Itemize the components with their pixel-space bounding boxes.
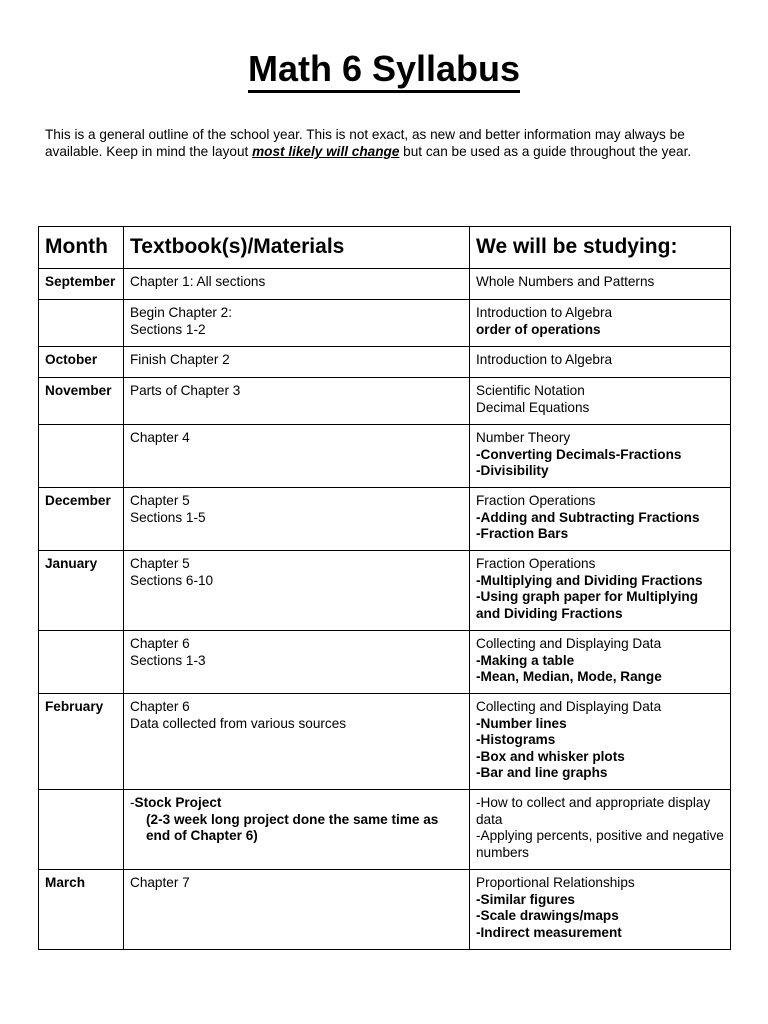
table-row [39, 269, 731, 300]
topic-line: Whole Numbers and Patterns [476, 274, 655, 289]
topic-cell [470, 631, 731, 694]
table-row [39, 488, 731, 551]
materials-cell [124, 790, 470, 870]
intro-emphasis: most likely will change [252, 144, 400, 159]
materials-line: Sections 6-10 [130, 572, 214, 588]
topic-detail: -Making a table [476, 652, 575, 668]
month-cell: October [39, 347, 124, 378]
page-title-text: Math 6 Syllabus [248, 48, 520, 93]
topic-line: Scientific Notation [476, 383, 585, 398]
topic-detail: -Bar and line graphs [476, 765, 608, 780]
materials-cell [124, 694, 470, 790]
table-row [39, 631, 731, 694]
topic-line: Introduction to Algebra [476, 352, 613, 367]
materials-line: Sections 1-3 [130, 652, 206, 668]
topic-detail: -Scale drawings/maps [476, 908, 619, 923]
month-cell: September [39, 269, 124, 300]
materials-line: Chapter 7 [130, 875, 190, 890]
materials-line: Chapter 1: All sections [130, 274, 266, 289]
header-studying: We will be studying: [470, 227, 731, 269]
table-row [39, 551, 731, 631]
month-cell: January [39, 551, 124, 631]
materials-line: Chapter 5 [130, 493, 190, 508]
table-row [39, 300, 731, 347]
topic-detail: -Indirect measurement [476, 924, 622, 940]
table-row [39, 425, 731, 488]
month-cell: December [39, 488, 124, 551]
topic-line: -Applying percents, positive and negative numbers [476, 828, 724, 860]
materials-line: Sections 1-5 [130, 509, 206, 525]
topic-detail: -Using graph paper for Multiplying and Dividing Fractions [476, 589, 699, 621]
topic-detail: -Similar figures [476, 891, 575, 907]
month-cell: February [39, 694, 124, 790]
topic-detail: -Mean, Median, Mode, Range [476, 669, 662, 684]
month-cell [39, 300, 124, 347]
materials-line: Sections 1-2 [130, 321, 206, 337]
stock-project-note: (2-3 week long project done the same time as end of Chapter 6) [146, 811, 439, 843]
materials-line: Data collected from various sources [130, 715, 347, 731]
topic-detail: order of operations [476, 321, 601, 337]
topic-detail: -Box and whisker plots [476, 748, 625, 764]
materials-cell [124, 870, 470, 950]
topic-detail: -Adding and Subtracting Fractions [476, 509, 700, 525]
materials-cell [124, 300, 470, 347]
table-row [39, 378, 731, 425]
topic-line: Proportional Relationships [476, 875, 635, 890]
materials-line: Chapter 6 [130, 699, 190, 714]
topic-cell [470, 870, 731, 950]
month-cell [39, 790, 124, 870]
materials-line: Chapter 4 [130, 430, 190, 445]
topic-line: -How to collect and appropriate display data [476, 795, 711, 827]
table-row [39, 870, 731, 950]
page-title [0, 48, 768, 90]
stock-project-title: Stock Project [134, 795, 222, 810]
topic-detail: -Divisibility [476, 463, 549, 478]
topic-detail: -Converting Decimals-Fractions [476, 446, 682, 462]
topic-line: Fraction Operations [476, 556, 596, 571]
table-row [39, 790, 731, 870]
materials-cell [124, 269, 470, 300]
materials-line: Finish Chapter 2 [130, 352, 230, 367]
intro-text-end: but can be used as a guide throughout the year. [399, 144, 692, 159]
table-header-row [39, 227, 731, 269]
topic-line: Fraction Operations [476, 493, 596, 508]
month-cell: November [39, 378, 124, 425]
topic-cell [470, 790, 731, 870]
materials-cell [124, 631, 470, 694]
topic-line: Collecting and Displaying Data [476, 636, 662, 651]
month-cell [39, 631, 124, 694]
intro-text: This is a general outline of the school year. This is not exact, as new and better information may always be available. Keep in mind the layout [45, 127, 685, 159]
topic-cell [470, 694, 731, 790]
materials-line: Parts of Chapter 3 [130, 383, 241, 398]
materials-cell [124, 347, 470, 378]
topic-line: Decimal Equations [476, 399, 590, 415]
topic-line: Collecting and Displaying Data [476, 699, 662, 714]
topic-line: Number Theory [476, 430, 571, 445]
materials-cell [124, 551, 470, 631]
materials-cell [124, 378, 470, 425]
materials-dash: - [130, 795, 135, 810]
topic-cell [470, 488, 731, 551]
topic-line: Introduction to Algebra [476, 305, 613, 320]
topic-cell [470, 347, 731, 378]
topic-cell [470, 269, 731, 300]
topic-cell [470, 425, 731, 488]
syllabus-table [38, 226, 731, 950]
month-cell: March [39, 870, 124, 950]
materials-cell [124, 425, 470, 488]
topic-detail: -Multiplying and Dividing Fractions [476, 572, 703, 588]
topic-detail: -Histograms [476, 732, 556, 747]
table-row [39, 694, 731, 790]
table-row [39, 347, 731, 378]
header-materials: Textbook(s)/Materials [124, 227, 470, 269]
topic-cell [470, 378, 731, 425]
topic-detail: -Number lines [476, 715, 567, 731]
intro-paragraph [45, 126, 735, 160]
month-cell [39, 425, 124, 488]
materials-line: Chapter 6 [130, 636, 190, 651]
topic-cell [470, 551, 731, 631]
materials-line: Chapter 5 [130, 556, 190, 571]
materials-cell [124, 488, 470, 551]
header-month: Month [39, 227, 124, 269]
materials-line: Begin Chapter 2: [130, 305, 233, 320]
topic-detail: -Fraction Bars [476, 526, 569, 541]
topic-cell [470, 300, 731, 347]
